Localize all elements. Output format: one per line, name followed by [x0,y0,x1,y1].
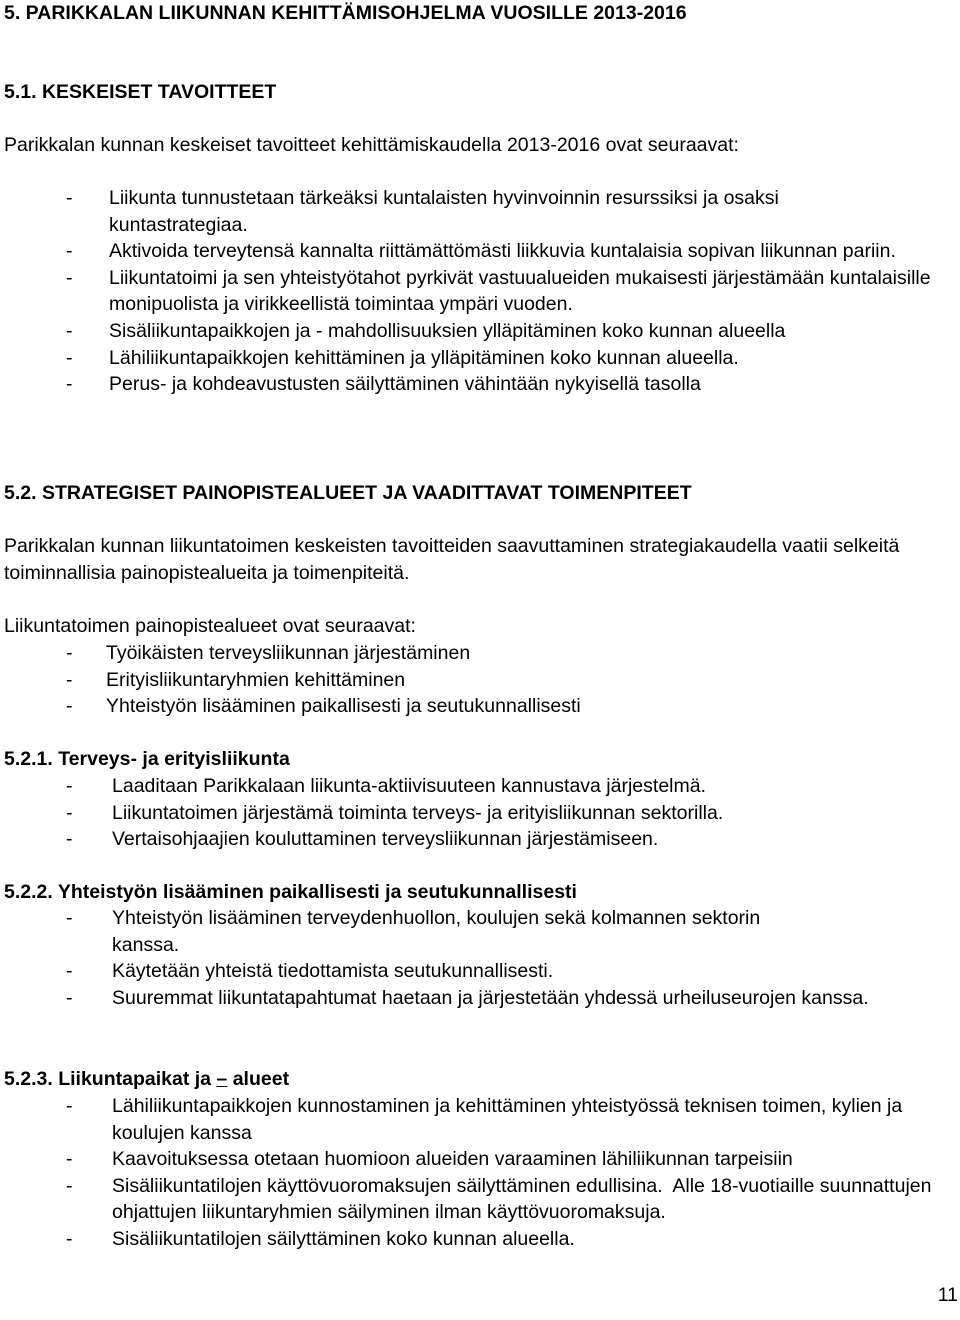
list-item: - Työikäisten terveysliikunnan järjestäminen [66,642,471,664]
subsection-heading-5-2-2: 5.2.2. Yhteistyön lisääminen paikallisesti ja seutukunnallisesti [4,881,577,903]
section-5-1-intro: Parikkalan kunnan keskeiset tavoitteet kehittämiskaudella 2013-2016 ovat seuraavat: [4,134,739,156]
page-number: 11 [937,1284,958,1306]
list-item: - Lähiliikuntapaikkojen kehittäminen ja ylläpitäminen koko kunnan alueella. [66,346,739,369]
list-item: - Liikuntatoimi ja sen yhteistyötahot pyrkivät vastuualueiden mukaisesti järjestämään kuntalaisille monipuolista ja virikkeellistä toimintaa ympäri vuoden. [66,266,931,316]
list-item: - Suuremmat liikuntatapahtumat haetaan ja järjestetään yhdessä urheiluseurojen kanssa. [66,986,869,1009]
focus-areas-list [66,640,960,720]
subsection-5-2-3-list [66,1093,960,1253]
list-item: - Erityisliikuntaryhmien kehittäminen [66,668,406,691]
section-5-2-paragraph: Parikkalan kunnan liikuntatoimen keskeisten tavoitteiden saavuttaminen strategiakaudella vaatii selkeitä toiminnallisia painopistealueita ja toimenpiteitä. [4,535,900,584]
list-item: - Liikunta tunnustetaan tärkeäksi kuntalaisten hyvinvoinnin resurssiksi ja osaksi kuntastrategiaa. [66,187,779,236]
subsection-5-2-2-list [66,905,960,1011]
list-item: - Perus- ja kohdeavustusten säilyttäminen vähintään nykyisellä tasolla [66,373,701,396]
list-item: - Sisäliikuntatilojen käyttövuoromaksujen säilyttäminen edullisina. Alle 18-vuotiaille suunnattujen ohjattujen liikuntaryhmien säilyminen ilman käyttövuoromaksuja. [66,1174,937,1224]
chapter-title: 5. PARIKKALAN LIIKUNNAN KEHITTÄMISOHJELMA VUOSILLE 2013-2016 [4,2,687,24]
list-item: - Aktivoida terveytensä kannalta riittämättömästi liikkuvia kuntalaisia sopivan liikunnan pariin. [66,240,896,263]
list-item: - Sisäliikuntatilojen säilyttäminen koko kunnan alueella. [66,1227,575,1250]
list-item: - Yhteistyön lisääminen terveydenhuollon, koulujen sekä kolmannen sektorin kanssa. [66,907,761,956]
section-5-1-list [66,185,960,398]
subsection-heading-5-2-1: 5.2.1. Terveys- ja erityisliikunta [4,748,290,770]
list-item: - Yhteistyön lisääminen paikallisesti ja seutukunnallisesti [66,695,581,718]
heading-dash: – [216,1068,228,1090]
section-heading-5-1: 5.1. KESKEISET TAVOITTEET [4,81,277,103]
subsection-heading-5-2-3: 5.2.3. Liikuntapaikat ja – alueet [4,1068,290,1090]
section-5-2-focus-intro: Liikuntatoimen painopistealueet ovat seuraavat: [4,615,416,637]
list-item: - Vertaisohjaajien kouluttaminen terveysliikunnan järjestämiseen. [66,828,659,851]
list-item: - Lähiliikuntapaikkojen kunnostaminen ja kehittäminen yhteistyössä teknisen toimen, kylien ja koulujen kanssa [66,1095,903,1144]
list-item: - Sisäliikuntapaikkojen ja - mahdollisuuksien ylläpitäminen koko kunnan alueella [66,319,786,342]
section-heading-5-2: 5.2. STRATEGISET PAINOPISTEALUEET JA VAADITTAVAT TOIMENPITEET [4,482,692,504]
list-item: - Laaditaan Parikkalaan liikunta-aktiivisuuteen kannustava järjestelmä. [66,775,707,797]
list-item: - Käytetään yhteistä tiedottamista seutukunnallisesti. [66,960,554,983]
list-item: - Kaavoituksessa otetaan huomioon alueiden varaaminen lähiliikunnan tarpeisiin [66,1148,793,1171]
subsection-5-2-1-list [66,773,960,853]
list-item: - Liikuntatoimen järjestämä toiminta terveys- ja erityisliikunnan sektorilla. [66,801,724,824]
